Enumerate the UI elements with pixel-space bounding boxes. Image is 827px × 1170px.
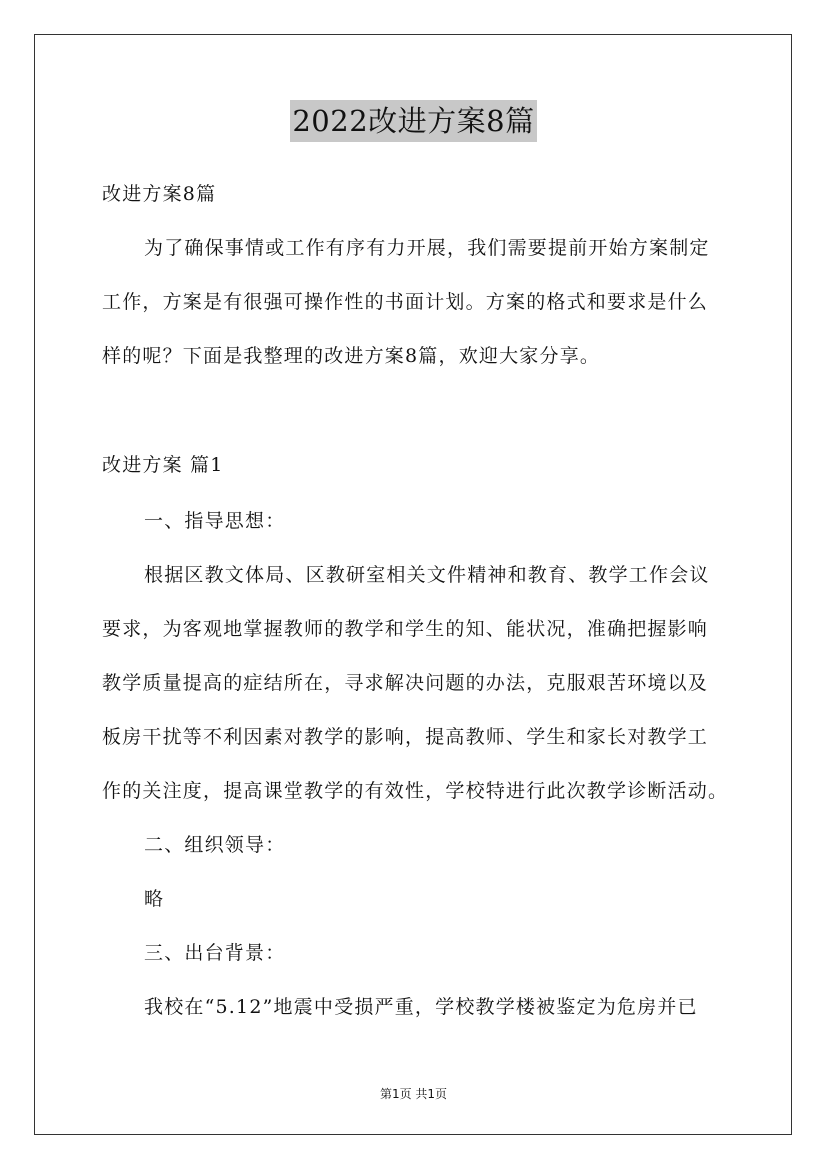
intro-line-1: 为了确保事情或工作有序有力开展，我们需要提前开始方案制定 (144, 237, 710, 259)
heading-guiding-ideology: 一、指导思想： (144, 510, 286, 532)
intro-line-3: 样的呢？下面是我整理的改进方案8篇，欢迎大家分享。 (102, 345, 601, 367)
heading-background: 三、出台背景： (144, 942, 286, 964)
heading-organization: 二、组织领导： (144, 834, 286, 856)
document-title: 2022改进方案8篇 (290, 100, 536, 142)
page-number: 第1页 共1页 (379, 1087, 448, 1101)
paragraph-line-2: 要求，为客观地掌握教师的教学和学生的知、能状况，准确把握影响 (102, 618, 709, 640)
paragraph-background-line-1: 我校在“5.12”地震中受损严重，学校教学楼被鉴定为危房并已 (144, 996, 698, 1018)
section-heading: 改进方案 篇1 (102, 454, 224, 476)
paragraph-line-4: 板房干扰等不利因素对教学的影响，提高教师、学生和家长对教学工 (102, 726, 709, 748)
paragraph-line-1: 根据区教文体局、区教研室相关文件精神和教育、教学工作会议 (144, 564, 710, 586)
document-subtitle: 改进方案8篇 (102, 183, 217, 205)
paragraph-omitted: 略 (144, 888, 165, 910)
intro-line-2: 工作，方案是有很强可操作性的书面计划。方案的格式和要求是什么 (102, 291, 709, 313)
paragraph-line-3: 教学质量提高的症结所在，寻求解决问题的办法，克服艰苦环境以及 (102, 672, 709, 694)
title-container (0, 100, 827, 142)
paragraph-line-5: 作的关注度，提高课堂教学的有效性，学校特进行此次教学诊断活动。 (102, 780, 729, 802)
